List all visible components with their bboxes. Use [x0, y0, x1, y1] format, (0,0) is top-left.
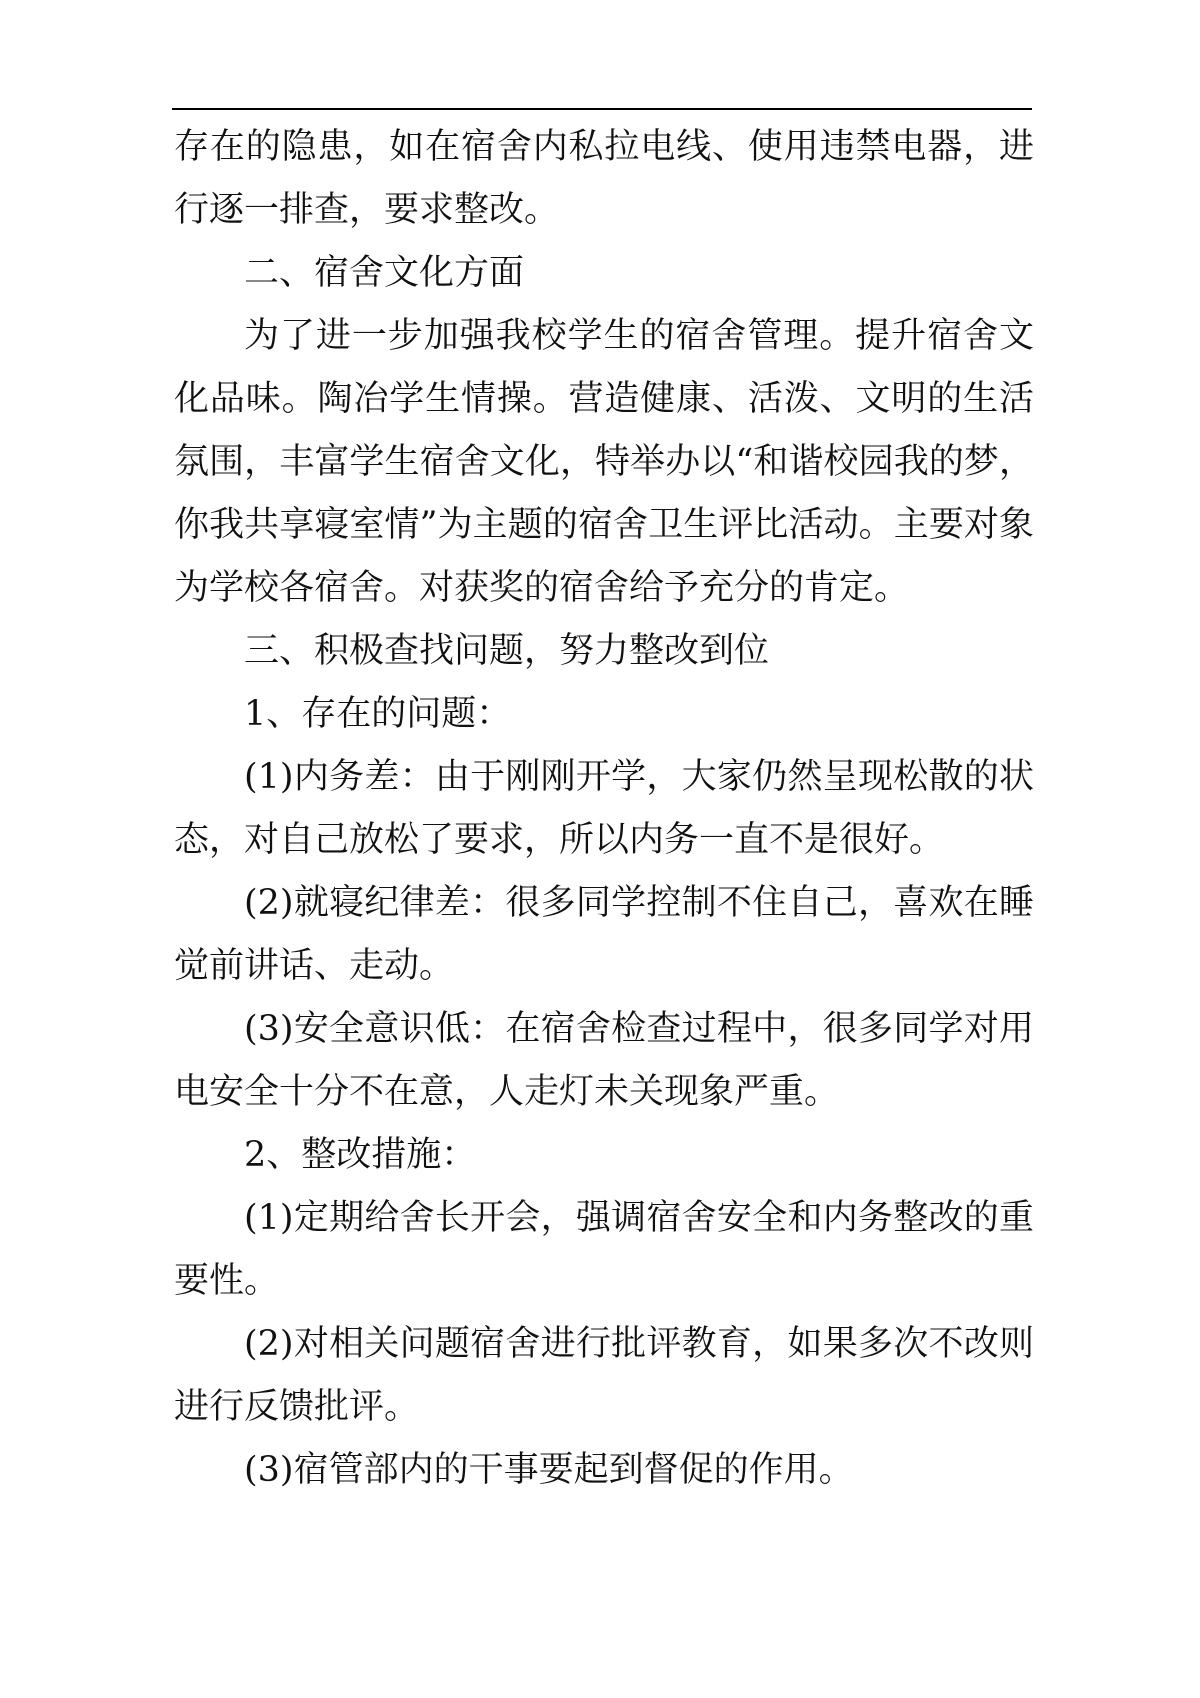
subheading-existing-problems: 1、存在的问题：: [244, 694, 512, 734]
header-rule: [172, 108, 1032, 110]
list-item-measure-3: (3)宿管部内的干事要起到督促的作用。: [244, 1450, 854, 1490]
paragraph-dorm-culture: 为了进一步加强我校学生的宿舍管理。提升宿舍文化品味。陶冶学生情操。营造健康、活泼、文明的生活氛围，丰富学生宿舍文化，特举办以“和谐校园我的梦，你我共享寝室情”为主题的宿舍卫生评比活动。主要对象为学校各宿舍。对获奖的宿舍给予充分的肯定。: [174, 316, 1034, 608]
list-item-measure-1: (1)定期给舍长开会，强调宿舍安全和内务整改的重要性。: [174, 1198, 1034, 1301]
list-item-problem-3: (3)安全意识低：在宿舍检查过程中，很多同学对用电安全十分不在意，人走灯未关现象严重。: [174, 1009, 1034, 1112]
list-item-problem-2: (2)就寝纪律差：很多同学控制不住自己，喜欢在睡觉前讲话、走动。: [174, 883, 1034, 986]
list-item-measure-2: (2)对相关问题宿舍进行批评教育，如果多次不改则进行反馈批评。: [174, 1324, 1034, 1427]
list-item-problem-1: (1)内务差：由于刚刚开学，大家仍然呈现松散的状态，对自己放松了要求，所以内务一直不是很好。: [174, 757, 1034, 860]
document-body: [174, 116, 1034, 1502]
section-heading-problems: 三、积极查找问题，努力整改到位: [244, 631, 770, 671]
section-heading-dorm-culture: 二、宿舍文化方面: [244, 253, 525, 293]
paragraph-hazard-check: 存在的隐患，如在宿舍内私拉电线、使用违禁电器，进行逐一排查，要求整改。: [174, 127, 1034, 230]
subheading-measures: 2、整改措施：: [244, 1135, 477, 1175]
